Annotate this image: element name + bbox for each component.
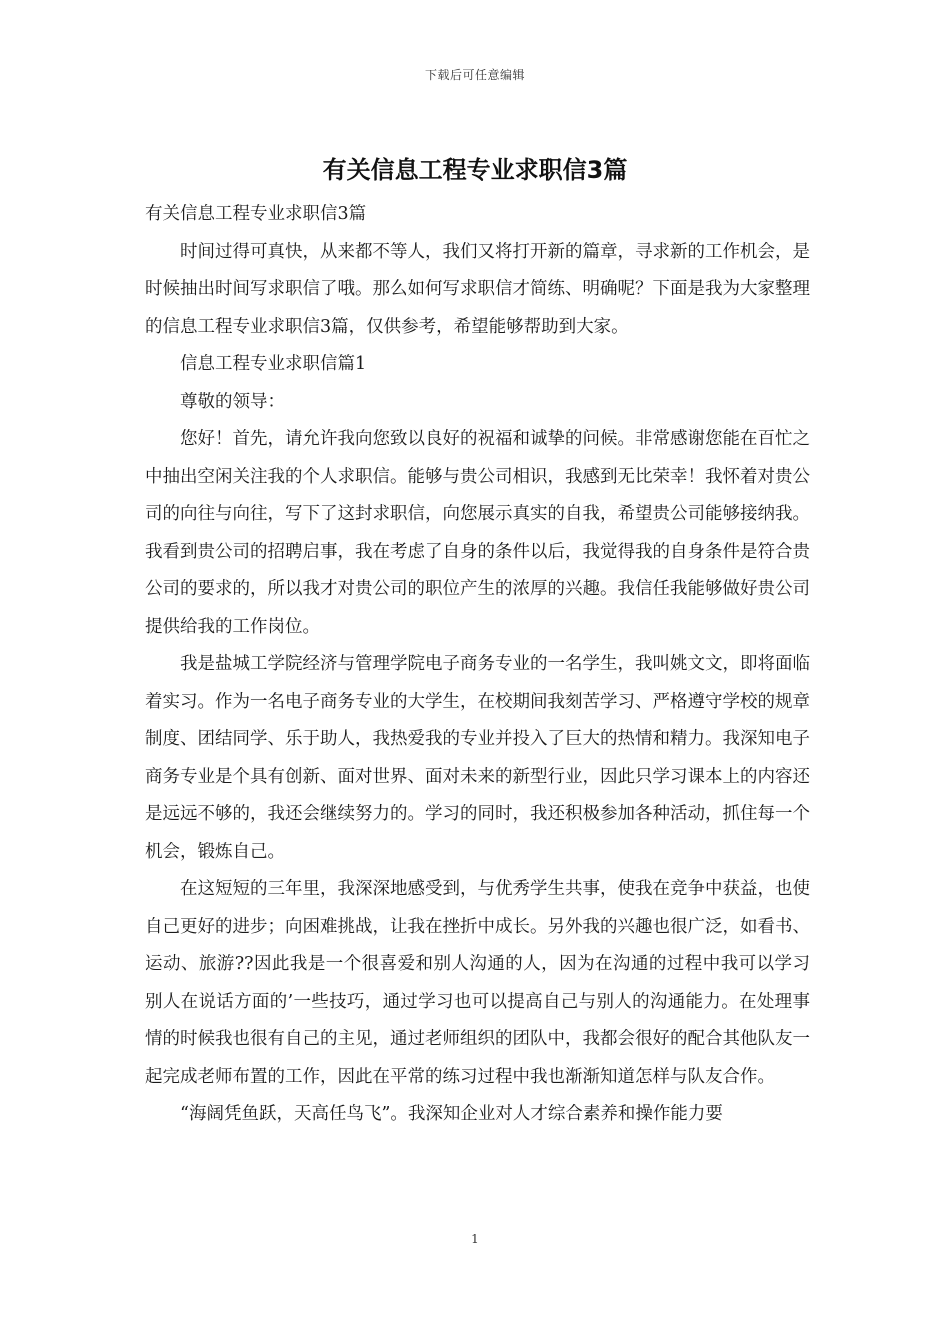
document-body <box>145 196 810 1134</box>
body-paragraph: 在这短短的三年里，我深深地感受到，与优秀学生共事，使我在竞争中获益，也使自己更好的进步；向困难挑战，让我在挫折中成长。另外我的兴趣也很广泛，如看书、运动、旅游??因此我是一个很喜爱和别人沟通的人，因为在沟通的过程中我可以学习别人在说话方面的’一些技巧，通过学习也可以提高自己与别人的沟通能力。在处理事情的时候我也很有自己的主见，通过老师组织的团队中，我都会很好的配合其他队友一起完成老师布置的工作，因此在平常的练习过程中我也渐渐知道怎样与队友合作。 <box>145 879 810 1087</box>
subtitle-paragraph: 有关信息工程专业求职信3篇 <box>145 204 367 224</box>
body-paragraph: “海阔凭鱼跃，天高任鸟飞”。我深知企业对人才综合素养和操作能力要 <box>180 1104 723 1124</box>
page-number: 1 <box>471 1232 479 1246</box>
intro-paragraph: 时间过得可真快，从来都不等人，我们又将打开新的篇章，寻求新的工作机会，是时候抽出时间写求职信了哦。那么如何写求职信才简练、明确呢？下面是我为大家整理的信息工程专业求职信3篇，仅供参考，希望能够帮助到大家。 <box>145 241 810 337</box>
document-title: 有关信息工程专业求职信3篇 <box>322 156 628 184</box>
section-heading: 信息工程专业求职信篇1 <box>180 354 367 374</box>
body-paragraph: 我是盐城工学院经济与管理学院电子商务专业的一名学生，我叫姚文文，即将面临着实习。作为一名电子商务专业的大学生，在校期间我刻苦学习、严格遵守学校的规章制度、团结同学、乐于助人，我热爱我的专业并投入了巨大的热情和精力。我深知电子商务专业是个具有创新、面对世界、面对未来的新型行业，因此只学习课本上的内容还是远远不够的，我还会继续努力的。学习的同时，我还积极参加各种活动，抓住每一个机会，锻炼自己。 <box>145 654 810 862</box>
salutation: 尊敬的领导： <box>180 391 285 412</box>
body-paragraph: 您好！首先，请允许我向您致以良好的祝福和诚挚的问候。非常感谢您能在百忙之中抽出空闲关注我的个人求职信。能够与贵公司相识，我感到无比荣幸！我怀着对贵公司的向往与向往，写下了这封求职信，向您展示真实的自我，希望贵公司能够接纳我。我看到贵公司的招聘启事，我在考虑了自身的条件以后，我觉得我的自身条件是符合贵公司的要求的，所以我才对贵公司的职位产生的浓厚的兴趣。我信任我能够做好贵公司提供给我的工作岗位。 <box>145 429 810 637</box>
page-header: 下载后可任意编辑 <box>424 68 525 82</box>
